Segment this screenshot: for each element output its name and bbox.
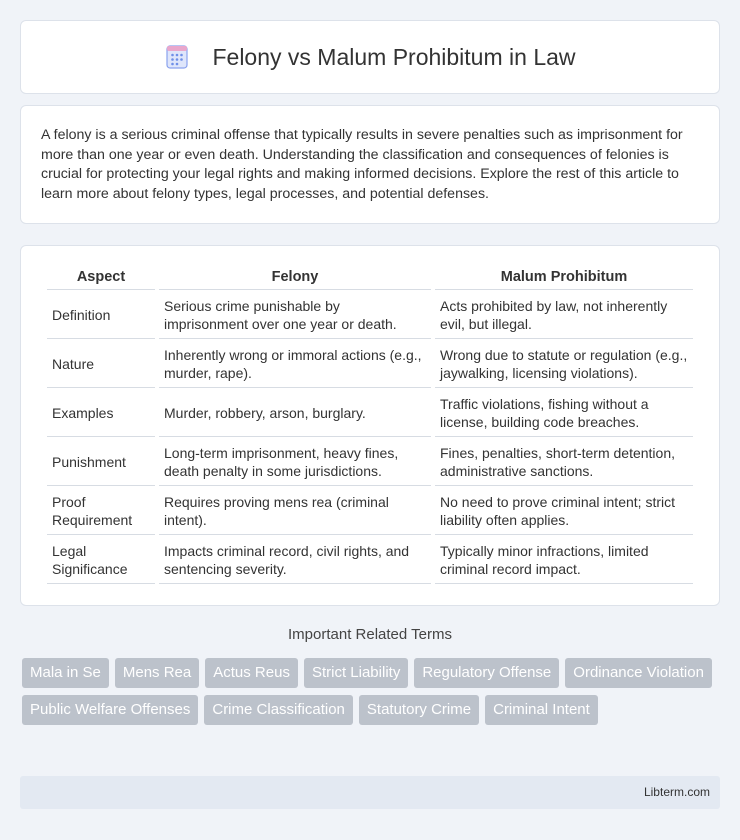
table-cell-aspect: Punishment bbox=[47, 437, 155, 486]
table-cell-malum-prohibitum: Fines, penalties, short-term detention, administrative sanctions. bbox=[435, 437, 693, 486]
table-row bbox=[47, 339, 693, 388]
table-cell-aspect: Legal Significance bbox=[47, 535, 155, 584]
table-cell-malum-prohibitum: Wrong due to statute or regulation (e.g., jaywalking, licensing violations). bbox=[435, 339, 693, 388]
table-cell-felony: Inherently wrong or immoral actions (e.g., murder, rape). bbox=[159, 339, 431, 388]
page-title: Felony vs Malum Prohibitum in Law bbox=[212, 43, 576, 70]
column-header-aspect: Aspect bbox=[47, 266, 155, 290]
header-card bbox=[20, 20, 720, 94]
tag-strict-liability[interactable]: Strict Liability bbox=[304, 658, 408, 688]
table-row bbox=[47, 437, 693, 486]
table-row bbox=[47, 290, 693, 339]
tag-public-welfare-offenses[interactable]: Public Welfare Offenses bbox=[22, 695, 198, 725]
table-cell-malum-prohibitum: Acts prohibited by law, not inherently evil, but illegal. bbox=[435, 290, 693, 339]
column-header-felony: Felony bbox=[159, 266, 431, 290]
tag-statutory-crime[interactable]: Statutory Crime bbox=[359, 695, 479, 725]
tag-mala-in-se[interactable]: Mala in Se bbox=[22, 658, 109, 688]
tag-crime-classification[interactable]: Crime Classification bbox=[204, 695, 353, 725]
footer-brand-link[interactable]: Libterm.com bbox=[643, 785, 710, 799]
tag-mens-rea[interactable]: Mens Rea bbox=[115, 658, 199, 688]
intro-text: A felony is a serious criminal offense that typically results in severe penalties such as imprisonment for more than one year or even death. Understanding the classification and consequences of felonies is crucial for protecting your legal rights and making informed decisions. Explore the rest of this article to learn more about felony types, legal processes, and potential defenses. bbox=[41, 127, 683, 202]
intro-card bbox=[20, 105, 720, 224]
table-cell-felony: Impacts criminal record, civil rights, and sentencing severity. bbox=[159, 535, 431, 584]
table-row bbox=[47, 486, 693, 535]
tag-criminal-intent[interactable]: Criminal Intent bbox=[485, 695, 598, 725]
document-list-icon bbox=[164, 44, 190, 70]
footer bbox=[20, 776, 720, 809]
related-terms-title: Important Related Terms bbox=[288, 626, 452, 643]
table-cell-felony: Long-term imprisonment, heavy fines, death penalty in some jurisdictions. bbox=[159, 437, 431, 486]
comparison-table bbox=[43, 266, 697, 584]
column-header-malum-prohibitum: Malum Prohibitum bbox=[435, 266, 693, 290]
tag-actus-reus[interactable]: Actus Reus bbox=[205, 658, 298, 688]
table-cell-felony: Requires proving mens rea (criminal intent). bbox=[159, 486, 431, 535]
tag-regulatory-offense[interactable]: Regulatory Offense bbox=[414, 658, 559, 688]
tag-ordinance-violation[interactable]: Ordinance Violation bbox=[565, 658, 712, 688]
related-terms-tags bbox=[22, 658, 722, 725]
table-cell-felony: Serious crime punishable by imprisonment over one year or death. bbox=[159, 290, 431, 339]
comparison-table-card bbox=[20, 245, 720, 606]
table-cell-aspect: Definition bbox=[47, 290, 155, 339]
table-header-row bbox=[47, 266, 693, 290]
table-row bbox=[47, 535, 693, 584]
table-row bbox=[47, 388, 693, 437]
table-cell-felony: Murder, robbery, arson, burglary. bbox=[159, 388, 431, 437]
table-cell-malum-prohibitum: No need to prove criminal intent; strict liability often applies. bbox=[435, 486, 693, 535]
table-cell-malum-prohibitum: Typically minor infractions, limited criminal record impact. bbox=[435, 535, 693, 584]
table-cell-malum-prohibitum: Traffic violations, fishing without a license, building code breaches. bbox=[435, 388, 693, 437]
table-cell-aspect: Examples bbox=[47, 388, 155, 437]
table-cell-aspect: Nature bbox=[47, 339, 155, 388]
table-cell-aspect: Proof Requirement bbox=[47, 486, 155, 535]
